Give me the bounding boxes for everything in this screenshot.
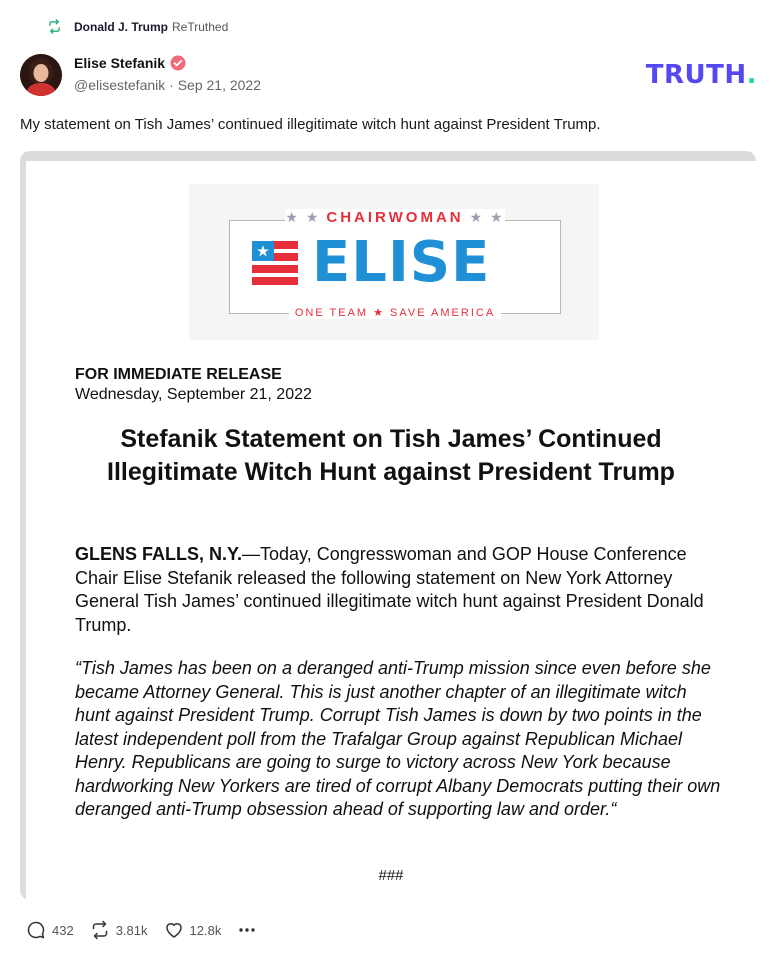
like-count: 12.8k bbox=[189, 922, 222, 938]
logo-main-text: ELISE bbox=[312, 230, 491, 295]
dateline: GLENS FALLS, N.Y. bbox=[75, 544, 243, 564]
release-heading: FOR IMMEDIATE RELEASE bbox=[75, 366, 282, 383]
flag-icon bbox=[248, 235, 304, 291]
post-text: My statement on Tish James’ continued illegitimate witch hunt against President Trump. bbox=[20, 116, 601, 133]
logo-stars-left: ★ ★ bbox=[285, 209, 321, 225]
more-icon bbox=[237, 920, 257, 940]
post-image[interactable] bbox=[20, 151, 756, 900]
campaign-logo bbox=[189, 184, 599, 340]
retruth-count: 3.81k bbox=[115, 922, 148, 938]
document-headline: Stefanik Statement on Tish James’ Continued Illegitimate Witch Hunt against President Trump bbox=[107, 425, 675, 486]
release-info bbox=[75, 365, 312, 405]
retruth-user-name[interactable]: Donald J. Trump bbox=[74, 19, 169, 34]
brand-dot: . bbox=[746, 60, 757, 90]
retruth-action-icon bbox=[90, 920, 110, 940]
document-intro bbox=[75, 543, 725, 637]
post-actions bbox=[26, 920, 257, 940]
reply-button[interactable] bbox=[26, 920, 74, 940]
press-release-document bbox=[26, 161, 756, 900]
reply-icon bbox=[26, 920, 46, 940]
document-quote: “Tish James has been on a deranged anti-Trump mission since even before she became Attorney General. This is just another chapter of an illegitimate witch hunt against President Trump. Corrupt Tish James is down by two points in the latest independent poll from the Trafalgar Group against Republican Michael Henry. Republicans are going to surge to victory across New York because hardworking New Yorkers are tired of corrupt Albany Democrats putting their own deranged anti-Trump obsession ahead of supporting law and order.“ bbox=[75, 658, 721, 819]
retruth-indicator bbox=[47, 19, 228, 34]
reply-count: 432 bbox=[52, 922, 74, 938]
brand-word: TRUTH bbox=[645, 60, 747, 90]
release-date: Wednesday, September 21, 2022 bbox=[75, 386, 312, 403]
retruth-label: ReTruthed bbox=[172, 19, 229, 34]
retruth-icon bbox=[47, 19, 62, 34]
verified-badge-icon bbox=[170, 55, 186, 71]
intro-body: —Today, Congresswoman and GOP House Conference Chair Elise Stefanik released the following statement on New York Attorney General Tish James’ continued illegitimate witch hunt against President Donald Trump. bbox=[75, 544, 704, 635]
logo-top-text: CHAIRWOMAN bbox=[320, 209, 469, 226]
truth-logo[interactable] bbox=[646, 60, 757, 90]
avatar[interactable] bbox=[20, 54, 62, 96]
logo-bottom-text: ONE TEAM ★ SAVE AMERICA bbox=[289, 307, 501, 319]
heart-icon bbox=[164, 920, 184, 940]
author-info bbox=[74, 55, 261, 93]
like-button[interactable] bbox=[164, 920, 222, 940]
author-name[interactable]: Elise Stefanik bbox=[74, 55, 166, 71]
end-mark: ### bbox=[378, 867, 404, 884]
logo-stars-right: ★ ★ bbox=[469, 209, 505, 225]
author-handle-date: @elisestefanik · Sep 21, 2022 bbox=[74, 77, 261, 93]
more-button[interactable] bbox=[237, 920, 257, 940]
retruth-button[interactable] bbox=[90, 920, 148, 940]
